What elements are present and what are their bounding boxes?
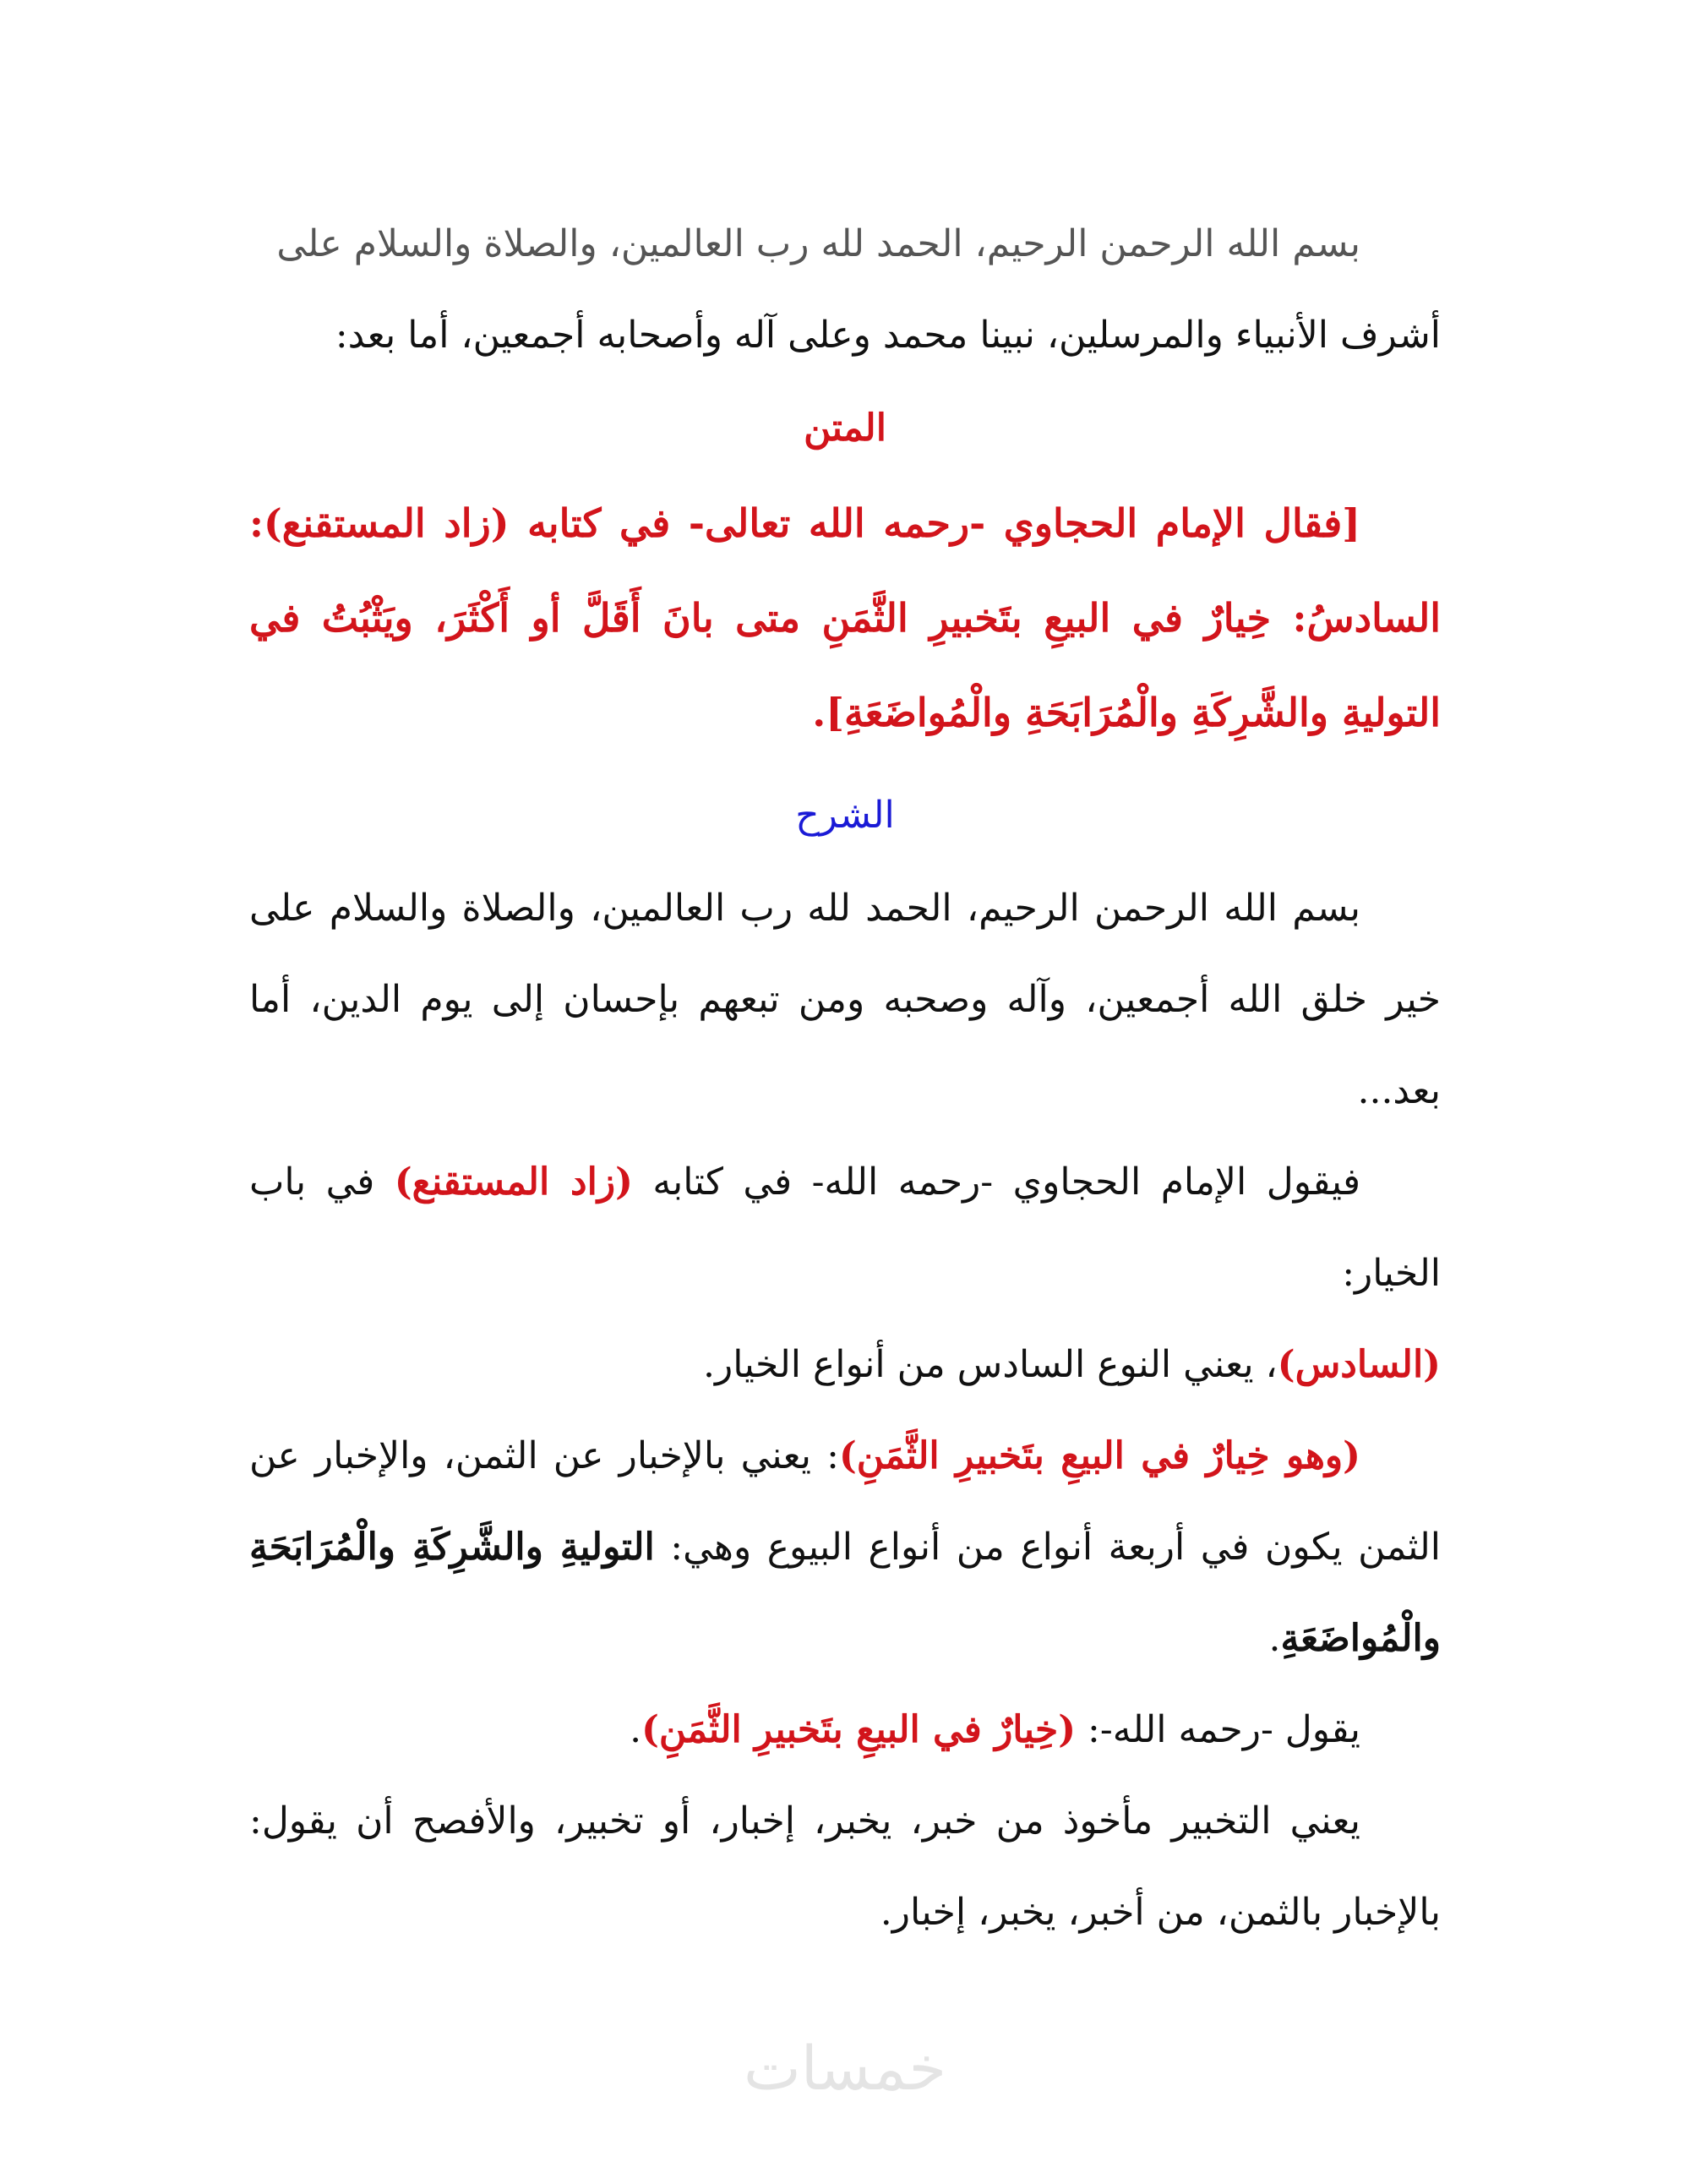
p1-book-title: (زاد المستقنع)	[394, 1160, 633, 1204]
document-page	[249, 199, 1441, 1958]
p2-text-post: ، يعني النوع السادس من أنواع الخيار.	[703, 1343, 1278, 1386]
matn-heading: المتن	[804, 407, 886, 450]
sharh-paragraph-4	[249, 1684, 1441, 1776]
matn-text: [فقال الإمام الحجاوي -رحمه الله تعالى- في كتابه (زاد المستقنع): السادسُ: خِيارٌ في البيعِ بتَخبيرِ الثَّمَنِ متى بانَ أَقَلَّ أو أَكْثَرَ، ويَثْبُتُ في التوليةِ والشَّرِكَةِ والْمُرَابَحَةِ والْمُواضَعَةِ].	[249, 500, 1441, 735]
p3-quote: (وهو خِيارٌ في البيعِ بتَخبيرِ الثَّمَنِ)	[838, 1434, 1360, 1477]
p3-text-post: : يعني بالإخبار عن الثمن، والإخبار عن الثمن يكون في أربعة أنواع من أنواع البيوع وهي:	[249, 1434, 1441, 1569]
p2-quote: (السادس)	[1277, 1343, 1441, 1386]
sharh-heading: الشرح	[795, 794, 895, 837]
watermark-logo: خمسات	[743, 2033, 947, 2104]
spacer	[249, 760, 1441, 768]
p3-end: .	[1268, 1617, 1281, 1660]
p4-end: .	[630, 1708, 642, 1751]
intro-line-1: بسم الله الرحمن الرحيم، الحمد لله رب العالمين، والصلاة والسلام على	[276, 222, 1360, 265]
p3-bold-terms: التوليةِ والشَّرِكَةِ والْمُرَابَحَةِ والْمُواضَعَةِ	[249, 1526, 1441, 1660]
sharh-paragraph-3	[249, 1411, 1441, 1684]
sharh-paragraph-5: يعني التخبير مأخوذ من خبر، يخبر، إخبار، أو تخبير، والأفصح أن يقول: بالإخبار بالثمن، من أخبر، يخبر، إخبار.	[249, 1799, 1441, 1934]
sharh-paragraph-1	[249, 1137, 1441, 1319]
p1-text-pre: فيقول الإمام الحجاوي -رحمه الله- في كتابه	[632, 1160, 1361, 1204]
p4-text-pre: يقول -رحمه الله-:	[1076, 1708, 1360, 1751]
p1-text-post: في باب الخيار:	[249, 1160, 1441, 1295]
intro-line-2: أشرف الأنبياء والمرسلين، نبينا محمد وعلى آله وأصحابه أجمعين، أما بعد:	[335, 314, 1441, 357]
sharh-paragraph-2	[249, 1319, 1441, 1411]
sharh-opening: بسم الله الرحمن الرحيم، الحمد لله رب العالمين، والصلاة والسلام على خير خلق الله أجمعين، وآله وصحبه ومن تبعهم بإحسان إلى يوم الدين، أما بعد...	[249, 887, 1441, 1112]
p4-quote: (خِيارٌ في البيعِ بتَخبيرِ الثَّمَنِ)	[641, 1708, 1077, 1751]
